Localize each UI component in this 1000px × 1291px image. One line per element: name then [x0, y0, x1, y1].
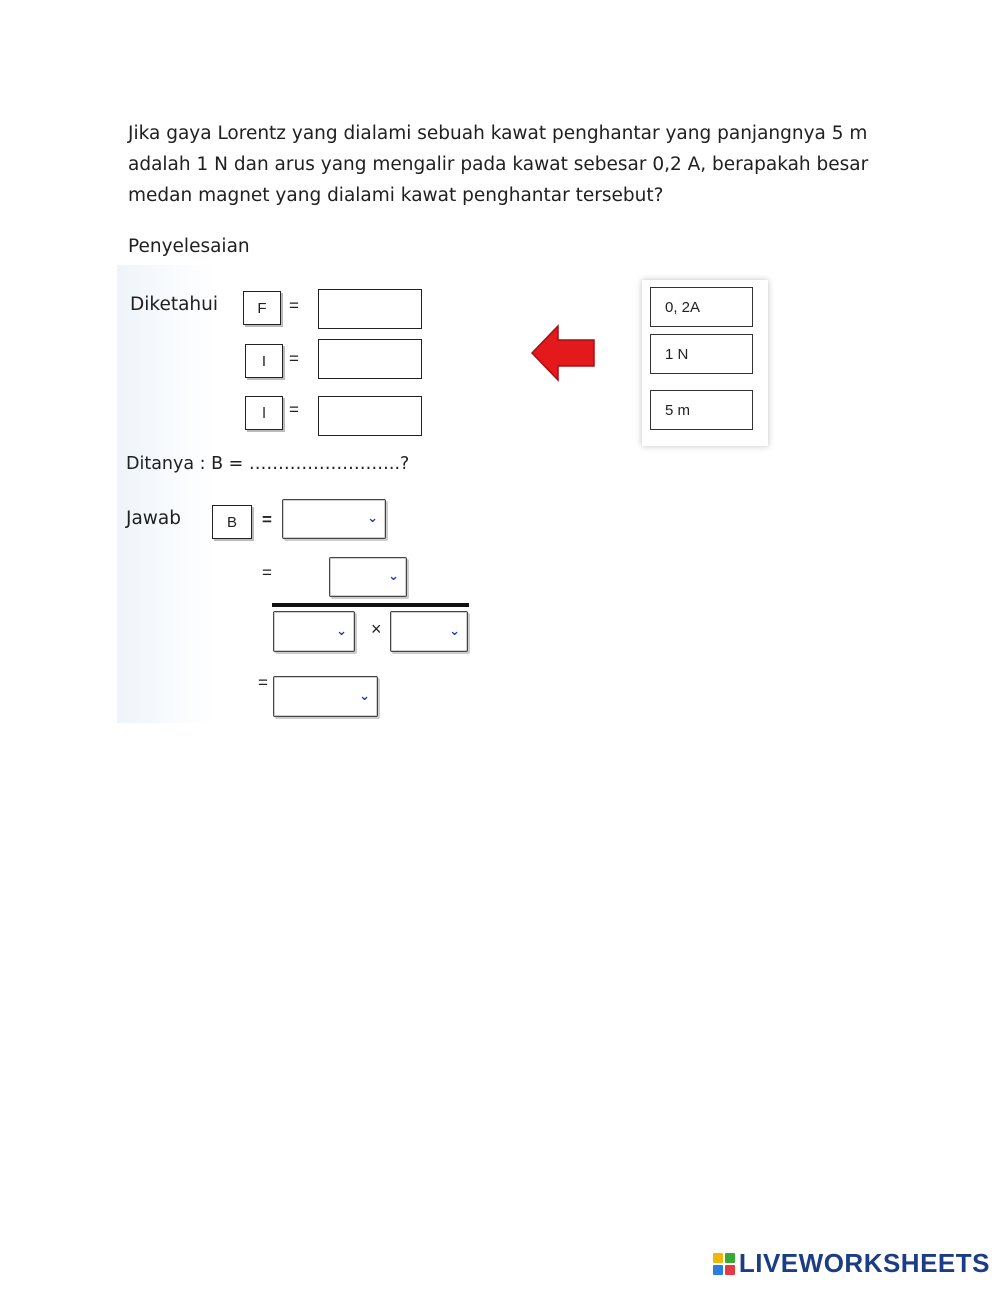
- known-var-i: I: [245, 344, 283, 378]
- select-denominator-left[interactable]: [273, 611, 355, 652]
- logo-icon: [713, 1253, 735, 1275]
- fraction-line: [272, 603, 469, 607]
- liveworksheets-logo: [713, 1248, 990, 1279]
- known-var-l: l: [245, 396, 283, 430]
- known-eq-f: =: [289, 296, 299, 315]
- answer-eq-1: =: [262, 510, 272, 529]
- chevron-down-icon: ⌄: [336, 623, 347, 639]
- worksheet-background: [117, 265, 507, 723]
- drop-zone-i[interactable]: [318, 339, 422, 379]
- logo-square-green: [725, 1253, 735, 1263]
- question-line-3: medan magnet yang dialami kawat penghantar tersebut?: [128, 185, 664, 206]
- select-result[interactable]: [273, 676, 378, 717]
- asked-text: Ditanya : B = ……………………..?: [126, 454, 410, 474]
- logo-square-yellow: [713, 1253, 723, 1263]
- answer-card-1n[interactable]: 1 N: [650, 334, 753, 374]
- answer-var-b: B: [212, 505, 252, 539]
- known-var-f: F: [243, 291, 281, 325]
- answer-card-5m[interactable]: 5 m: [650, 390, 753, 430]
- known-eq-i: =: [289, 349, 299, 368]
- drop-zone-l[interactable]: [318, 396, 422, 436]
- chevron-down-icon: ⌄: [388, 568, 399, 584]
- known-label: Diketahui: [130, 294, 219, 315]
- question-text: [128, 118, 928, 211]
- question-line-2: adalah 1 N dan arus yang mengalir pada kawat sebesar 0,2 A, berapakah besar: [128, 154, 869, 175]
- chevron-down-icon: ⌄: [367, 510, 378, 526]
- logo-square-blue: [713, 1265, 723, 1275]
- times-sign: ×: [371, 619, 382, 639]
- chevron-down-icon: ⌄: [449, 623, 460, 639]
- answer-eq-2: =: [262, 563, 272, 582]
- select-formula[interactable]: [282, 499, 386, 539]
- question-line-1: Jika gaya Lorentz yang dialami sebuah kawat penghantar yang panjangnya 5 m: [128, 123, 868, 144]
- left-arrow-icon: [530, 322, 598, 384]
- answer-label: Jawab: [126, 508, 182, 529]
- known-eq-l: =: [289, 400, 299, 419]
- logo-square-red: [725, 1265, 735, 1275]
- solution-label: Penyelesaian: [128, 236, 250, 257]
- select-numerator[interactable]: [329, 557, 407, 597]
- select-denominator-right[interactable]: [390, 611, 468, 652]
- drop-zone-f[interactable]: [318, 289, 422, 329]
- answer-card-0-2a[interactable]: 0, 2A: [650, 287, 753, 327]
- answer-eq-3: =: [258, 673, 268, 692]
- chevron-down-icon: ⌄: [359, 688, 370, 704]
- logo-text: LIVEWORKSHEETS: [738, 1248, 990, 1278]
